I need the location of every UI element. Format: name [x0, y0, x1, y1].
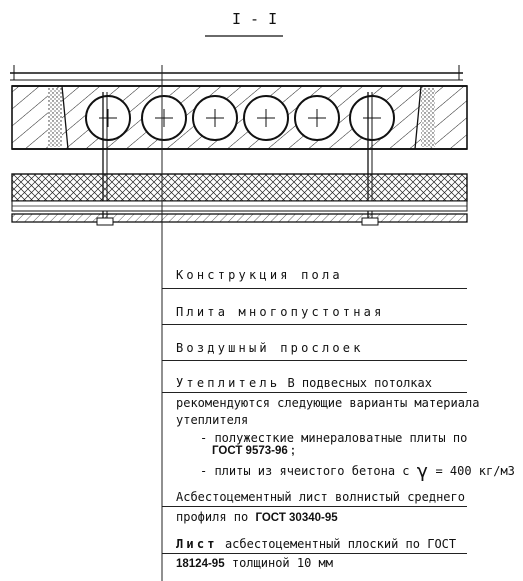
leader-sheet: [162, 553, 467, 554]
label-sheet: [176, 537, 456, 551]
label-floor: Конструкция пола: [176, 268, 343, 282]
recommended-line-2: утеплителя: [176, 413, 249, 427]
sheet-title: Лист: [176, 537, 218, 551]
recommended-line-1: рекомендуются следующие варианты материала: [176, 396, 480, 410]
insulation-option-1: - полужесткие минераловатные плиты по: [200, 431, 468, 445]
left-joint-fill: [48, 88, 62, 147]
hollow-core-slab: [12, 86, 467, 149]
option-2-text: - плиты из ячеистого бетона с: [200, 464, 410, 478]
label-insulation: [176, 376, 432, 390]
gamma-symbol: γ: [416, 460, 429, 482]
insulation-title: Утеплитель: [176, 376, 281, 390]
leader-asbestos: [162, 506, 467, 507]
sheet-thickness: толщиной 10 мм: [231, 556, 333, 570]
sheet-rest: асбестоцементный плоский по ГОСТ: [224, 537, 457, 551]
label-asbestos-2: [176, 510, 338, 524]
insulation-option-2: [200, 458, 515, 480]
void: [295, 96, 339, 140]
insulation-option-1-gost: ГОСТ 9573-96 ;: [212, 445, 295, 457]
leader-air: [162, 360, 467, 361]
section-title: I - I: [232, 10, 278, 28]
insulation-rest: В подвесных потолках: [287, 376, 432, 390]
corrugated-sheet: [12, 201, 467, 211]
void: [244, 96, 288, 140]
void: [142, 96, 186, 140]
floor-finish: [10, 65, 463, 80]
label-asbestos-1: Асбестоцементный лист волнистый среднего: [176, 490, 465, 504]
void: [193, 96, 237, 140]
label-air: Воздушный прослоек: [176, 341, 364, 355]
label-sheet-2: [176, 556, 333, 570]
leader-slab: [162, 324, 467, 325]
sheet-gost: 18124-95: [176, 558, 225, 570]
void: [86, 96, 130, 140]
asbestos-gost: ГОСТ 30340-95: [255, 512, 338, 524]
option-2-value: = 400 кг/м3: [435, 464, 515, 478]
label-slab: Плита многопустотная: [176, 305, 385, 319]
flat-sheet: [12, 214, 467, 222]
leader-insulation: [162, 392, 467, 393]
asbestos-profile: профиля по: [176, 510, 249, 524]
right-joint-fill: [421, 88, 435, 147]
insulation-layer: [12, 174, 467, 201]
leader-floor: [162, 288, 467, 289]
